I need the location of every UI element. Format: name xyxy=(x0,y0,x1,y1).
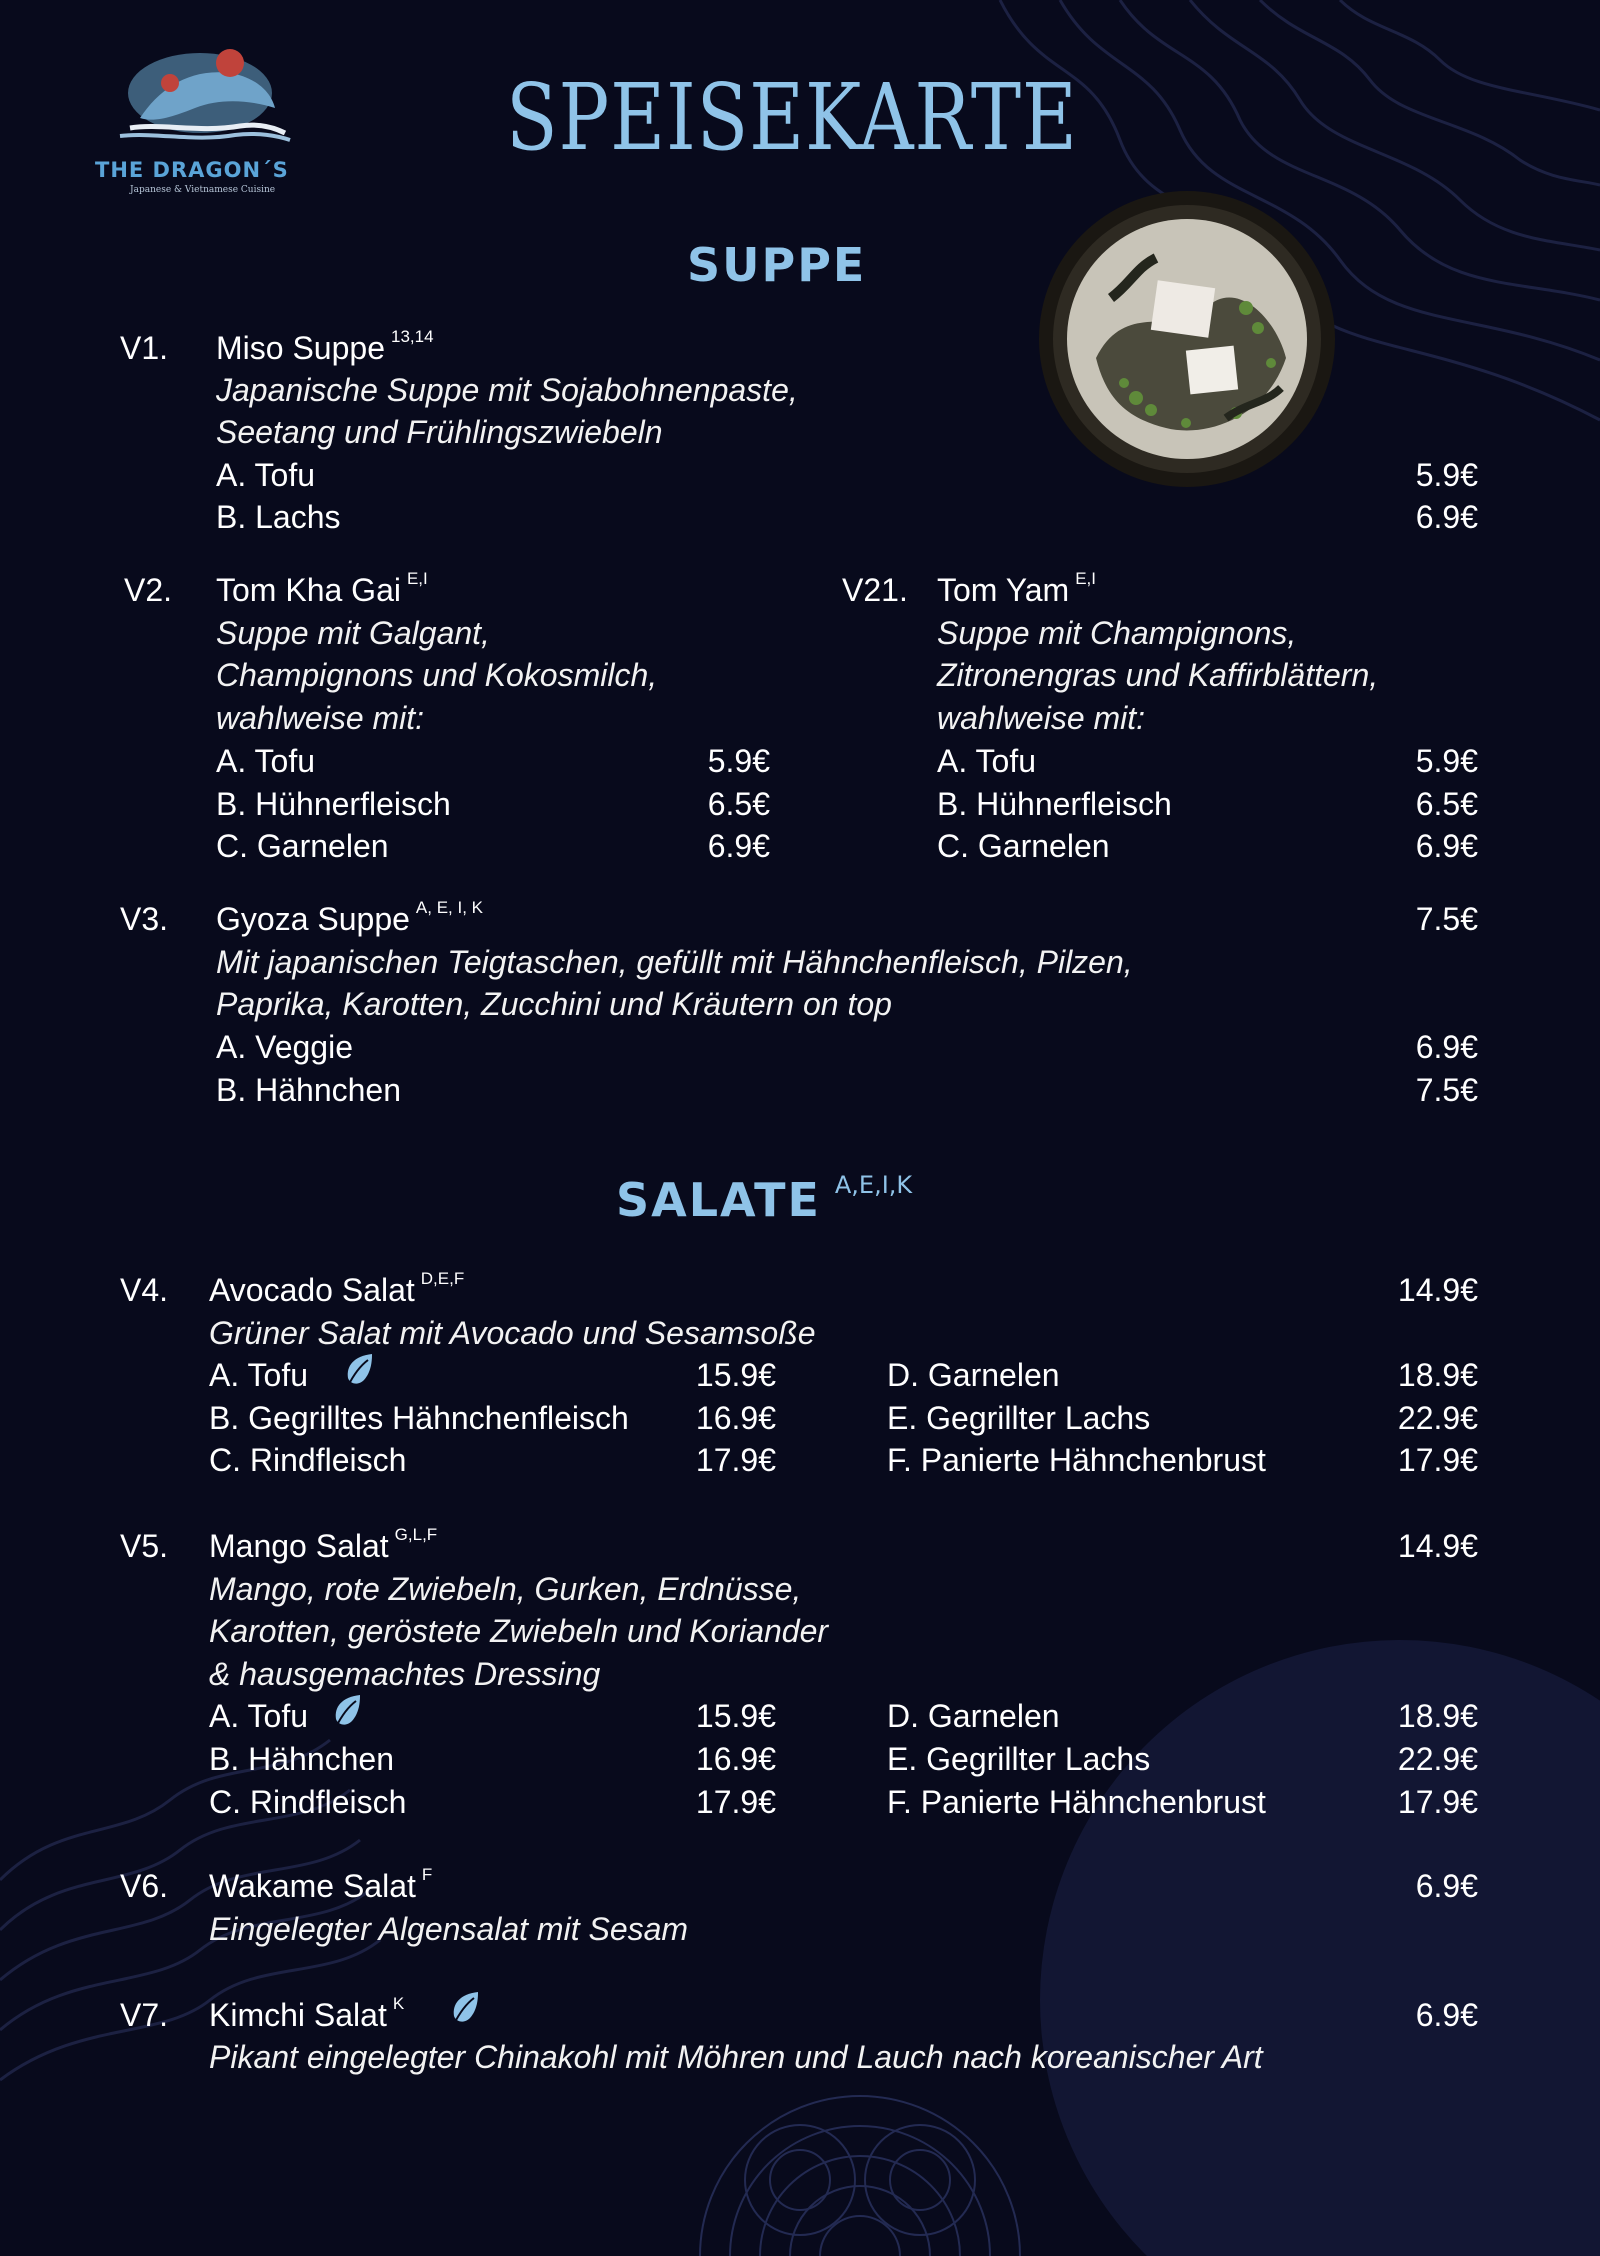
item-description: Suppe mit Champignons, xyxy=(937,615,1297,651)
item-description: & hausgemachtes Dressing xyxy=(209,1656,601,1692)
item-description: wahlweise mit: xyxy=(937,700,1146,736)
item-description: Eingelegter Algensalat mit Sesam xyxy=(209,1911,689,1947)
allergen-codes: E,I xyxy=(1075,569,1096,588)
option-label: A. Tofu xyxy=(216,743,316,779)
option-label: D. Garnelen xyxy=(887,1357,1060,1393)
item-description: Zitronengras und Kaffirblättern, xyxy=(937,657,1379,693)
item-code: V4. xyxy=(120,1272,169,1308)
option-price: 7.5€ xyxy=(1415,1072,1478,1108)
item-description: wahlweise mit: xyxy=(216,700,425,736)
allergen-codes: E,I xyxy=(406,569,428,588)
item-code: V2. xyxy=(124,572,173,608)
item-description: Pikant eingelegter Chinakohl mit Möhren und Lauch nach koreanischer Art xyxy=(209,2039,1263,2075)
leaf-icon xyxy=(332,1693,362,1729)
item-description: Mit japanischen Teigtaschen, gefüllt mit Hähnchenfleisch, Pilzen, xyxy=(216,944,1133,980)
option-label: C. Garnelen xyxy=(216,828,389,864)
item-code: V21. xyxy=(842,572,908,608)
option-label: D. Garnelen xyxy=(887,1698,1060,1734)
option-label: B. Hähnchen xyxy=(209,1741,395,1777)
item-description: Grüner Salat mit Avocado und Sesamsoße xyxy=(209,1315,816,1351)
option-label: B. Hühnerfleisch xyxy=(216,786,451,822)
brand-name: THE DRAGON´S xyxy=(95,158,289,182)
option-label: A. Veggie xyxy=(216,1029,353,1065)
option-price: 16.9€ xyxy=(695,1400,776,1436)
option-label: A. Tofu xyxy=(937,743,1037,779)
option-label: C. Garnelen xyxy=(937,828,1110,864)
option-label: B. Hühnerfleisch xyxy=(937,786,1172,822)
option-price: 6.9€ xyxy=(1415,828,1478,864)
item-description: Seetang und Frühlingszwiebeln xyxy=(216,414,663,450)
option-label: A. Tofu xyxy=(209,1357,309,1393)
option-label: B. Gegrilltes Hähnchenfleisch xyxy=(209,1400,629,1436)
option-label: E. Gegrillter Lachs xyxy=(887,1741,1151,1777)
option-price: 18.9€ xyxy=(1397,1357,1478,1393)
allergen-codes: F xyxy=(421,1865,433,1884)
item-price: 14.9€ xyxy=(1397,1272,1478,1308)
brand-subtitle: Japanese & Vietnamese Cuisine xyxy=(130,185,276,195)
item-name: Wakame Salat $^F$ xyxy=(209,1865,433,1904)
page-title: SPEISEKARTE xyxy=(506,64,1078,171)
item-code: V1. xyxy=(120,330,169,366)
option-price: 15.9€ xyxy=(695,1357,776,1393)
option-label: C. Rindfleisch xyxy=(209,1784,407,1820)
section-heading-salate: SALATE $^{A,E,I,K}$ xyxy=(616,1171,913,1227)
allergen-codes: A, E, I, K xyxy=(415,898,483,917)
miso-soup-bowl xyxy=(1036,188,1338,490)
option-price: 18.9€ xyxy=(1397,1698,1478,1734)
option-price: 22.9€ xyxy=(1397,1741,1478,1777)
item-code: V6. xyxy=(120,1868,169,1904)
option-label: A. Tofu xyxy=(209,1698,309,1734)
item-name: Tom Yam $^{E,I}$ xyxy=(937,569,1096,608)
section-heading-suppe: SUPPE xyxy=(687,238,867,292)
item-description: Champignons und Kokosmilch, xyxy=(216,657,658,693)
dragon-logo xyxy=(100,38,300,156)
option-price: 6.5€ xyxy=(1415,786,1478,822)
item-name: Miso Suppe $^{13,14}$ xyxy=(216,327,434,366)
allergen-codes: A,E,I,K xyxy=(834,1171,913,1199)
option-label: A. Tofu xyxy=(216,457,316,493)
item-name: Tom Kha Gai $^{E,I}$ xyxy=(216,569,428,608)
option-price: 22.9€ xyxy=(1397,1400,1478,1436)
option-price: 6.9€ xyxy=(1415,1029,1478,1065)
item-price: 7.5€ xyxy=(1415,901,1478,937)
item-description: Suppe mit Galgant, xyxy=(216,615,490,651)
option-price: 5.9€ xyxy=(1415,743,1478,779)
option-price: 6.9€ xyxy=(707,828,770,864)
option-label: B. Lachs xyxy=(216,499,341,535)
item-name: Kimchi Salat $^K$ xyxy=(209,1994,405,2033)
option-price: 16.9€ xyxy=(695,1741,776,1777)
leaf-icon xyxy=(450,1990,480,2026)
option-label: E. Gegrillter Lachs xyxy=(887,1400,1151,1436)
item-price: 6.9€ xyxy=(1415,1868,1478,1904)
item-name: Mango Salat $^{G,L,F}$ xyxy=(209,1525,438,1564)
option-label: C. Rindfleisch xyxy=(209,1442,407,1478)
item-name: Avocado Salat $^{D,E,F}$ xyxy=(209,1269,465,1308)
option-label: F. Panierte Hähnchenbrust xyxy=(887,1784,1266,1820)
item-description: Paprika, Karotten, Zucchini und Kräutern on top xyxy=(216,986,892,1022)
item-code: V3. xyxy=(120,901,169,937)
allergen-codes: D,E,F xyxy=(420,1269,465,1288)
item-name: Gyoza Suppe $^{A, E, I, K}$ xyxy=(216,898,483,937)
item-description: Japanische Suppe mit Sojabohnenpaste, xyxy=(216,372,798,408)
option-price: 6.5€ xyxy=(707,786,770,822)
option-price: 17.9€ xyxy=(695,1784,776,1820)
item-price: 6.9€ xyxy=(1415,1997,1478,2033)
option-label: B. Hähnchen xyxy=(216,1072,402,1108)
allergen-codes: 13,14 xyxy=(390,327,434,346)
allergen-codes: G,L,F xyxy=(394,1525,438,1544)
item-description: Mango, rote Zwiebeln, Gurken, Erdnüsse, xyxy=(209,1571,802,1607)
option-price: 6.9€ xyxy=(1415,499,1478,535)
option-price: 17.9€ xyxy=(1397,1784,1478,1820)
option-price: 5.9€ xyxy=(707,743,770,779)
item-price: 14.9€ xyxy=(1397,1528,1478,1564)
option-price: 17.9€ xyxy=(695,1442,776,1478)
option-price: 15.9€ xyxy=(695,1698,776,1734)
item-code: V7. xyxy=(120,1997,169,2033)
leaf-icon xyxy=(344,1352,374,1388)
option-price: 5.9€ xyxy=(1415,457,1478,493)
option-label: F. Panierte Hähnchenbrust xyxy=(887,1442,1266,1478)
option-price: 17.9€ xyxy=(1397,1442,1478,1478)
item-code: V5. xyxy=(120,1528,169,1564)
item-description: Karotten, geröstete Zwiebeln und Koriander xyxy=(209,1613,829,1649)
allergen-codes: K xyxy=(392,1994,405,2013)
